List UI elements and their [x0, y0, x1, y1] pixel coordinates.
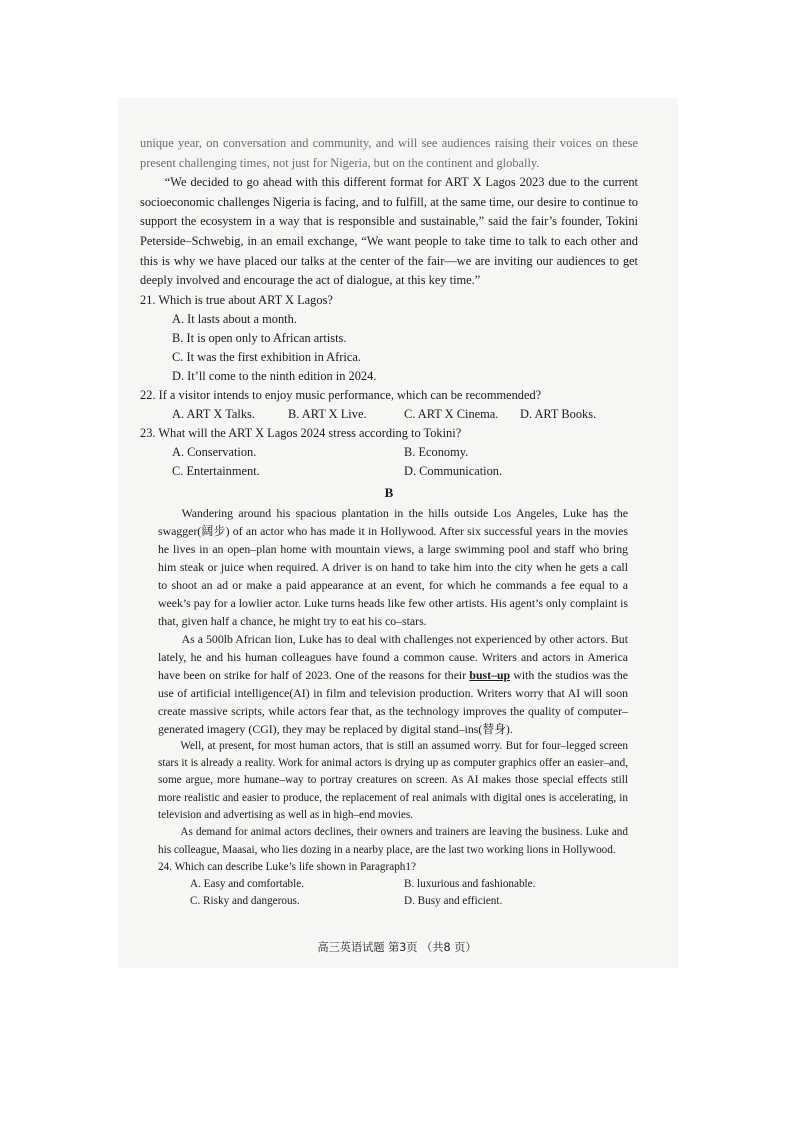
answer-option: D. Busy and efficient. [404, 894, 503, 907]
answer-option: A. It lasts about a month. [172, 311, 297, 326]
answer-options-row [140, 405, 638, 424]
answer-option: B. Economy. [404, 444, 469, 459]
passage-b-paragraph-4: As demand for animal actors declines, their owners and trainers are leaving the business. Luke and his colleague, Maasai, who lies dozing in a nearby place, are the last two working lions in Hollywood. [158, 826, 628, 856]
passage-b-paragraph-1: Wandering around his spacious plantation in the hills outside Los Angeles, Luke has the swagger(阔步) of an actor who has made it in Hollywood. After six successful years in the movies he lives in an open–plan home with mountain views, a large swimming pool and staff who bring him steak or juice when required. A driver is on hand to take him into the city when he gets a call to shoot an ad or make a paid appearance at an event, for which he commands a fee equal to a week’s pay for a lowlier actor. Luke turns heads like few other artists. His agent’s only complaint is that, given half a chance, he might try to eat his co–stars. [158, 505, 628, 628]
question-22 [140, 386, 638, 424]
question-21 [140, 291, 638, 386]
passage-a-paragraph-1: unique year, on conversation and community, and will see audiences raising their voices on these present challenging times, not just for Nigeria, but on the continent and globally. [140, 136, 638, 170]
answer-options-row [140, 443, 638, 462]
answer-options-row [158, 893, 628, 910]
question-23 [140, 424, 638, 481]
answer-option: A. Conservation. [172, 444, 257, 459]
paragraph-text: with the studios was the use of artificial intelligence(AI) in film and television production. Writers worry that AI will soon create massive scripts, while actors fear that, as the technology improves the quality of computer–generated imagery (CGI), they may be replaced by digital stand–ins(替身). [158, 667, 628, 736]
answer-options-row [158, 876, 628, 893]
answer-option: A. Easy and comfortable. [190, 877, 305, 890]
passage-b-paragraph-3: Well, at present, for most human actors, that is still an assumed worry. But for four–legged screen stars it is already a reality. Work for animal actors is drying up as computer graphics offer an easier–and, some argue, more humane–way to portray creatures on screen. As AI makes those special effects still more realistic and easier to produce, the replacement of real animals with digital ones is accelerating, in television and advertising as well as in high–end movies. [158, 739, 628, 821]
answer-option: C. Risky and dangerous. [190, 894, 300, 907]
page-footer: 高三英语试题 第3页 （共8 页） [317, 941, 477, 954]
passage-a-paragraph-2: “We decided to go ahead with this different format for ART X Lagos 2023 due to the current socioeconomic challenges Nigeria is facing, and to fulfill, at the same time, our desire to continue to support the ecosystem in a way that is responsible and sustainable,” said the fair’s founder, Tokini Peterside–Schwebig, in an email exchange, “We want people to take time to talk to each other and this is why we have placed our talks at the center of the fair—we are inviting our audiences to get deeply involved and encourage the act of dialogue, at this key time.” [140, 175, 638, 288]
answer-option: D. ART Books. [520, 406, 597, 421]
question-stem: 23. What will the ART X Lagos 2024 stress according to Tokini? [140, 425, 462, 440]
answer-options-row [140, 462, 638, 481]
answer-option: D. Communication. [404, 463, 503, 478]
answer-option: C. It was the first exhibition in Africa. [172, 349, 361, 364]
underlined-term: bust–up [469, 667, 511, 682]
question-stem: 21. Which is true about ART X Lagos? [140, 292, 333, 307]
section-b-heading: B [384, 484, 394, 500]
passage-b [158, 504, 628, 910]
passage-b-small-print [158, 738, 628, 859]
question-stem: 24. Which can describe Luke’s life shown in Paragraph1? [158, 860, 416, 873]
exam-page [140, 134, 638, 910]
answer-option: B. It is open only to African artists. [172, 330, 347, 345]
question-24 [158, 859, 628, 910]
question-stem: 22. If a visitor intends to enjoy music performance, which can be recommended? [140, 387, 542, 402]
answer-option: B. luxurious and fashionable. [404, 877, 536, 890]
passage-b-paragraph-2 [158, 630, 628, 738]
paragraph-text: As a 500lb African lion, Luke has to deal with challenges not experienced by other actors. But lately, he and his human colleagues have found a common cause. Writers and actors in America have been on strike for half of 2023. One of the reasons for their [158, 631, 628, 682]
answer-option: D. It’ll come to the ninth edition in 2024. [172, 368, 377, 383]
answer-option: C. Entertainment. [172, 463, 260, 478]
answer-option: B. ART X Live. [288, 406, 367, 421]
answer-option: C. ART X Cinema. [404, 406, 499, 421]
answer-option: A. ART X Talks. [172, 406, 255, 421]
